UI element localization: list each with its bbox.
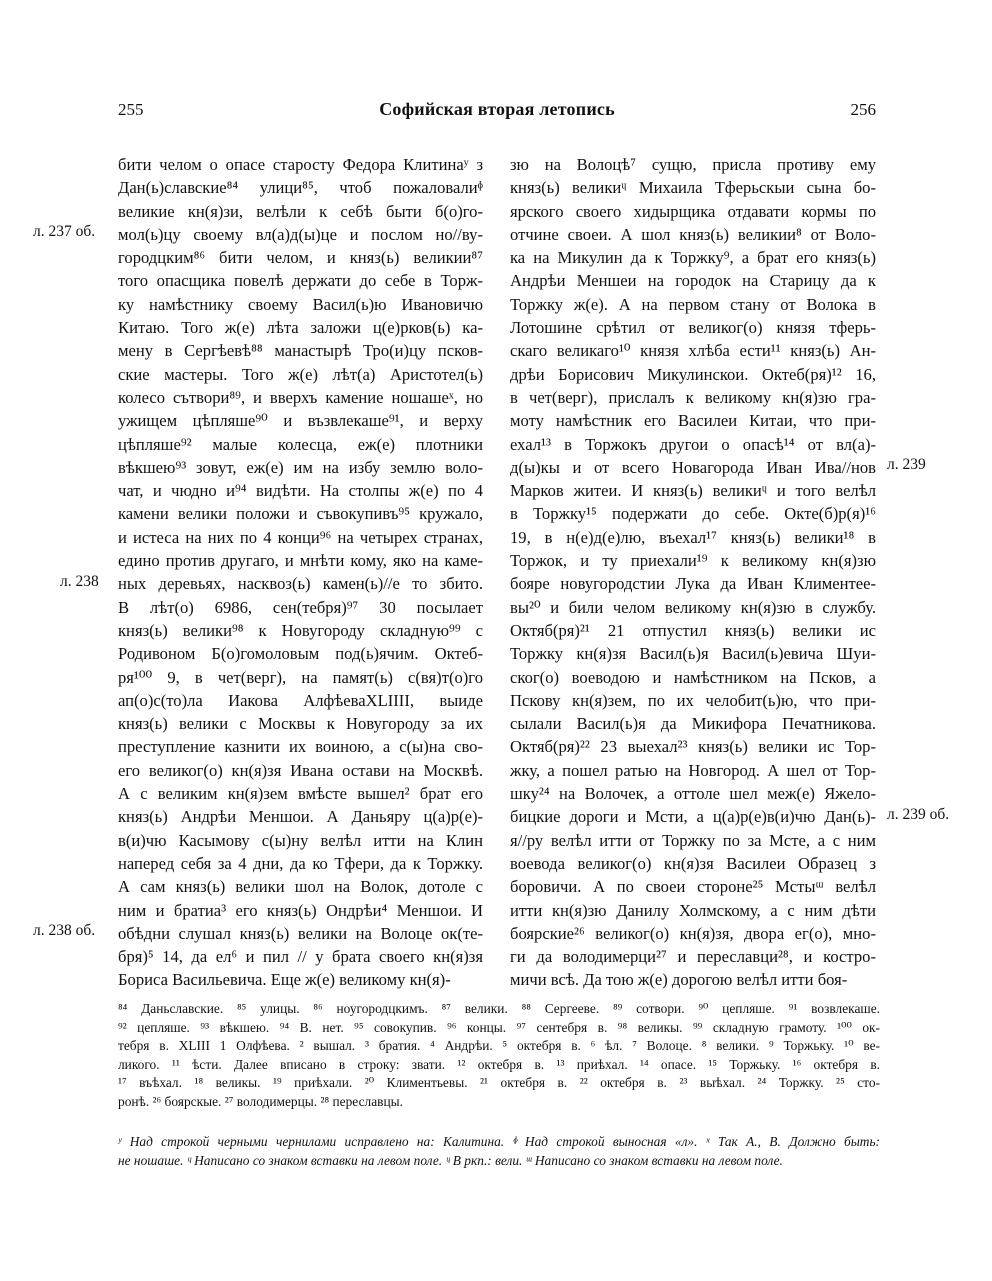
text-line: итти кн(я)зю Данилу Холмскому, а с ним дѣти [510,900,876,920]
page-number-right: 256 [850,100,876,119]
text-line: бити челом о опасе старосту Федора Клитинаʸ з [118,155,483,174]
text-line: Марков житеи. И княз(ь) великиᶣ и того велѣл [510,481,876,501]
text-line: ехал¹³ в Торжокъ другои о опасѣ¹⁴ от вл(а)- [510,434,876,454]
text-line: ку намѣстнику своему Васил(ь)ю Ивановичю [118,294,483,314]
text-line: 19, в н(е)д(е)лю, въехал¹⁷ княз(ь) велики¹⁸ в [510,527,876,547]
text-line: ги да володимерци²⁷ и переславци²⁸, и костро- [510,947,876,967]
text-line: ског(о) воеводою и намѣстником на Псков, а [510,667,876,687]
text-line: обѣдни слушал княз(ь) велики на Волоце ок(те- [118,923,483,943]
text-line: А с великим кн(я)зем вмѣсте вышел² брат его [118,784,483,804]
text-line: княз(ь) велики⁹⁸ к Новугороду складную⁹⁹ с [118,620,483,640]
text-line: я//ру велѣл итти от Торжку по за Мсте, а с ним [510,830,876,850]
text-line: чат, и чюдно и⁹⁴ видѣти. На столпы ж(е) по 4 [118,481,483,501]
footnote-line: ⁹² цепляше. ⁹³ вѣкшею. ⁹⁴ В. нет. ⁹⁵ совокупив. ⁹⁶ концы. ⁹⁷ сентебря в. ⁹⁸ великы. ⁹⁹ складную грамоту. ¹⁰⁰ ок- [118,1019,880,1035]
text-line: Торжку кн(я)зя Васил(ь)я Васил(ь)евича Шуи- [510,644,876,664]
text-line: мену в Сергѣевѣ⁸⁸ манастырѣ Тро(и)цу псков- [118,341,483,361]
page-number-left: 255 [118,100,144,119]
text-line: бря)⁵ 14, да ел⁶ и пил // у брата своего кн(я)зя [118,947,483,967]
text-line: А сам княз(ь) велики шол на Волок, дотоле с [118,877,483,897]
left-text-column [118,153,483,992]
text-line: ские мастеры. Того ж(е) лѣт(а) Аристотел(ь) [118,364,483,384]
text-line: в чет(верг), прислалъ к великому кн(я)зю гра- [510,387,876,407]
text-line: преступление казнити их воиною, а с(ы)на сво- [118,737,483,757]
text-line: ап(о)с(то)ла Иакова АлфѣеваXLIIII, выиде [118,690,483,710]
text-line: княз(ь) Андрѣи Меншои. А Даньяру ц(а)р(е)- [118,807,483,827]
text-line: вы²⁰ и били челом великому кн(я)зю в службу. [510,597,876,617]
text-line: Бориса Васильевича. Еще ж(е) великому кн(я)- [118,970,451,990]
folio-note-239: л. 239 [887,456,926,473]
text-line: ярского своего хидырщика отдавати кормы по [510,201,876,221]
text-line: цѣпляше⁹² малые колесца, еж(е) плотники [118,434,483,454]
text-line: княз(ь) великиᶣ Михаила Тферьскыи сына бо- [510,178,876,198]
text-line: в Торжку¹⁵ подержати до себе. Окте(б)р(я)¹⁶ [510,504,876,524]
text-line: того опасщика повелѣ держати до себе в Торж- [118,271,483,291]
text-line: жку, а пошел ратью на Новгород. А шел от Тор- [510,760,876,780]
text-line: колесо сътвори⁸⁹, и вверхъ камение ношашеˣ, но [118,387,483,407]
page-header [118,100,876,126]
text-line: Октяб(ря)²² 23 выехал²³ княз(ь) велики ис Тор- [510,737,876,757]
text-line: сылали Васил(ь)я да Микифора Печатникова. [510,714,876,734]
text-line: едино против другаго, и мнѣти кому, яко на каме- [118,551,483,571]
text-line: ка на Микулин да к Торжку⁹, а брат его княз(ь) [510,248,876,268]
text-line: д(ы)кы и от всего Новагорода Иван Ива//нов [510,457,876,477]
text-line: Торжок, и ту приехали¹⁹ к великому кн(я)зю [510,551,876,571]
text-line: боярские²⁶ великог(о) кн(я)зя, двора ег(о), мно- [510,923,876,943]
note-line: не ношаше. ᶣ Написано со знаком вставки на левом поле. ᶣ В ркп.: вели. ᵚ Написано со знаком вставки на левом поле. [118,1152,783,1168]
footnote-line: ¹⁷ въѣхал. ¹⁸ великы. ¹⁹ приѣхали. ²⁰ Климентьевы. ²¹ октебря в. ²² октебря в. ²³ выѣхал. ²⁴ Торжку. ²⁵ сто- [118,1075,880,1091]
text-line: Лотошине срѣтил от великог(о) князя тферь- [510,318,876,338]
text-line: Октяб(ря)²¹ 21 отпустил княз(ь) велики ис [510,620,876,640]
text-line: моту намѣстник его Василеи Китаи, что при- [510,411,876,431]
text-line: ря¹⁰⁰ 9, в чет(верг), на памят(ь) с(вя)т(о)го [118,667,483,687]
text-line: камени велики положи и съвокупивъ⁹⁵ кружало, [118,504,483,524]
text-line: Пскову кн(я)зем, по их челобит(ь)ю, что при- [510,690,876,710]
folio-note-237ob: л. 237 об. [33,223,96,240]
text-line: великие кн(я)зи, велѣли к себѣ быти б(о)го- [118,201,483,221]
footnote-line: ронѣ. ²⁶ боярскые. ²⁷ володимерцы. ²⁸ переславцы. [118,1093,403,1109]
text-line: его великог(о) кн(я)зя Ивана остави на Москвѣ. [118,760,483,780]
footnote-line: ⁸⁴ Даньславские. ⁸⁵ улицы. ⁸⁶ ноугородцкимъ. ⁸⁷ велики. ⁸⁸ Сергееве. ⁸⁹ сотвори. ⁹⁰ цепляше. ⁹¹ возвлекаше. [118,1001,880,1016]
text-line: мичи всѣ. Да тою ж(е) дорогою велѣл итти боя- [510,970,848,990]
text-line: ужищем цѣпляше⁹⁰ и възвлекаше⁹¹, и верху [118,411,483,431]
text-line: шку²⁴ на Волочек, а оттоле шел меж(е) Яжело- [510,784,876,804]
text-line: мол(ь)цу своему вл(а)д(ы)це и послом но//ву- [118,224,483,244]
text-line: бицкие дороги и Мсти, а ц(а)р(е)в(и)чю Дан(ь)- [510,807,876,827]
text-line: княз(ь) велики с Москвы к Новугороду за их [118,714,483,734]
text-line: дрѣи Борисович Микулинскои. Октеб(ря)¹² 16, [510,364,876,384]
text-line: наперед себя за 4 дни, да ко Тфери, да к Торжку. [118,853,483,873]
letter-notes [118,1133,880,1170]
textual-footnotes [118,1000,880,1112]
text-line: городцким⁸⁶ бити челом, и княз(ь) великии⁸⁷ [118,248,483,268]
text-line: вѣкшею⁹³ зовут, еж(е) им на избу землю воло- [118,457,483,477]
text-line: Дан(ь)славские⁸⁴ улици⁸⁵, чтоб пожаловалиᶲ [118,178,483,198]
text-line: Родивоном Б(о)гомоловым под(ь)ячим. Октеб- [118,644,483,664]
text-line: отчине своеи. А шол княз(ь) великии⁸ от Воло- [510,224,876,244]
right-text-column [510,153,876,992]
folio-note-238: л. 238 [60,573,99,590]
running-title: Софийская вторая летопись [379,99,615,119]
text-line: и истеса на них по 4 конци⁹⁶ на четырех странах, [118,527,483,547]
text-line: Торжку ж(е). А на первом стану от Волока в [510,294,876,314]
text-line: зю на Волоцѣ⁷ сущю, присла противу ему [510,155,876,174]
text-line: в(и)чю Касымову с(ы)ну велѣл итти на Клин [118,830,483,850]
text-line: Андрѣи Меншеи на городок на Старицу да к [510,271,876,291]
text-line: Китаю. Того ж(е) лѣта заложи ц(е)рков(ь) ка- [118,318,483,338]
note-line: ʸ Над строкой черными чернилами исправлено на: Калитина. ᶲ Над строкой выносная «л». ˣ Так А., В. Должно быть: [118,1134,880,1149]
text-line: ных деревьях, насквоз(ь) камен(ь)//е то збито. [118,574,483,594]
text-line: боровичи. А по своеи стороне²⁵ Мстыᵚ велѣл [510,877,876,897]
footnote-line: тебря в. XLIII 1 Олфѣева. ² вышал. ³ братия. ⁴ Андрѣи. ⁵ октебря в. ⁶ ѣл. ⁷ Волоце. ⁸ велики. ⁹ Торжьку. ¹⁰ ве- [118,1038,880,1054]
footnote-line: ликого. ¹¹ ѣсти. Далее вписано в строку: звати. ¹² октебря в. ¹³ приѣхал. ¹⁴ опасе. ¹⁵ Торжьку. ¹⁶ октебря в. [118,1056,880,1072]
text-line: ним и братиа³ его княз(ь) Ондрѣи⁴ Меншои. И [118,900,483,920]
text-line: скаго великаго¹⁰ князя хлѣба ести¹¹ княз(ь) Ан- [510,341,876,361]
folio-note-239ob: л. 239 об. [887,806,950,823]
text-line: воевода великог(о) кн(я)зя Василеи Образец з [510,853,876,873]
text-line: В лѣт(о) 6986, сен(тебря)⁹⁷ 30 посылает [118,597,483,617]
text-line: бояре новугородстии Лука да Иван Климентее- [510,574,876,594]
folio-note-238ob: л. 238 об. [33,922,96,939]
